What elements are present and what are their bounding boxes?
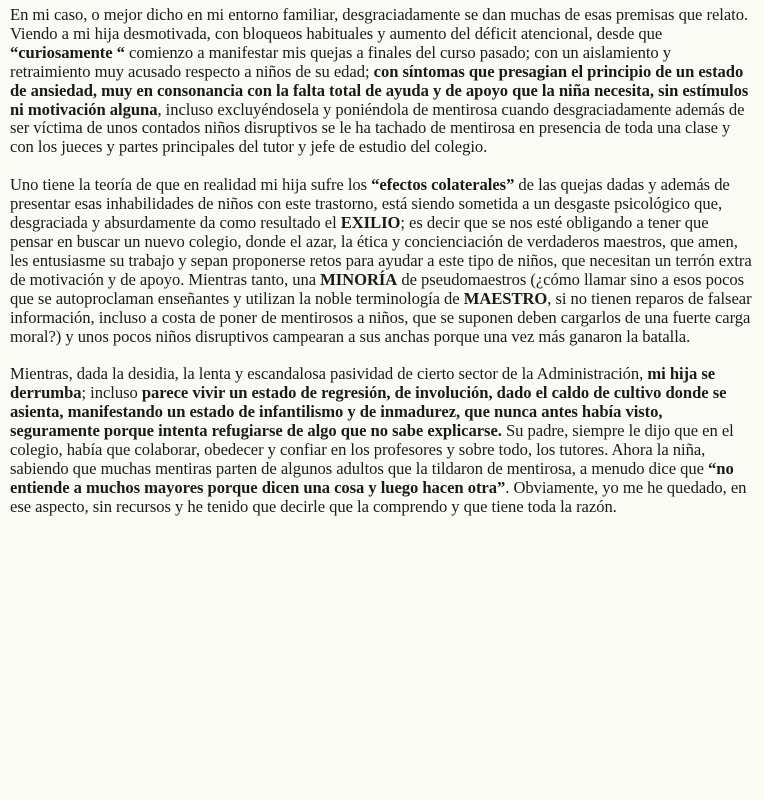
bold-text-run: mi hija se derrumba bbox=[10, 364, 716, 403]
text-run: , si no tienen reparos de falsear información, incluso a costa de poner de mentirosos a niños, que se suponen deben cargarlos de una fuerte carga moral?) y unos pocos niños disruptivos campearan a sus anchas porque una vez más ganaron la batalla. bbox=[10, 288, 752, 346]
text-run: Su padre, siempre le dijo que en el colegio, había que colaborar, obedecer y confiar en los profesores y sobre todo, los tutores. Ahora la niña, sabiendo que muchas mentiras parten de algunos adultos que la tildaron de mentirosa, a menudo dice que bbox=[10, 421, 734, 478]
text-run: de pseudomaestros (¿cómo llamar sino a esos pocos que se autoproclaman enseñantes y utilizan la noble terminología de bbox=[10, 269, 745, 308]
text-run: Uno tiene la teoría de que en realidad mi hija sufre los bbox=[10, 175, 372, 195]
text-run: Mientras, dada la desidia, la lenta y escandalosa pasividad de cierto sector de la Administración, bbox=[10, 364, 648, 384]
text-run: ; es decir que se nos esté obligando a tener que pensar en buscar un nuevo colegio, donde el azar, la ética y concienciación de verdaderos maestros, que amen, les entusiasme su trabajo y sepan proponerse retos para ayudar a este tipo de niños, que necesitan un terrón extra de motivación y de apoyo. Mientras tanto, una bbox=[10, 213, 752, 289]
text-run: comienzo a manifestar mis quejas a finales del curso pasado; con un aislamiento y retraimiento muy acusado respecto a niños de su edad; bbox=[10, 42, 672, 81]
bold-text-run: EXILIO bbox=[340, 213, 401, 233]
bold-text-run: con síntomas que presagian el principio de un estado de ansiedad, muy en consonancia con la falta total de ayuda y de apoyo que la niña necesita, sin estímulos ni motivación alguna bbox=[10, 61, 749, 119]
paragraph-3 bbox=[10, 365, 754, 516]
bold-text-run: “curiosamente “ bbox=[10, 42, 125, 62]
text-run: . Obviamente, yo me he quedado, en ese aspecto, sin recursos y he tenido que decirle que la comprendo y que tiene toda la razón. bbox=[10, 477, 747, 516]
text-run: ; incluso bbox=[81, 383, 142, 403]
text-run: , incluso excluyéndosela y poniéndola de mentirosa cuando desgraciadamente además de ser víctima de unos contados niños disruptivos se le ha tachado de mentirosa en presencia de toda una clase y con los jueces y partes principales del tutor y jefe de estudio del colegio. bbox=[10, 99, 745, 157]
text-run: de las quejas dadas y además de presentar esas inhabilidades de niños con este trastorno, está siendo sometida a un desgaste psicológico que, desgraciada y absurdamente da como resultado el bbox=[10, 175, 730, 233]
bold-text-run: “efectos colaterales” bbox=[371, 175, 515, 195]
paragraph-1 bbox=[10, 6, 754, 157]
paragraph-spacer bbox=[10, 346, 754, 365]
paragraph-2 bbox=[10, 176, 754, 346]
bold-text-run: “no entiende a muchos mayores porque dicen una cosa y luego hacen otra” bbox=[10, 458, 734, 497]
bold-text-run: MINORÍA bbox=[320, 269, 398, 289]
text-run: En mi caso, o mejor dicho en mi entorno familiar, desgraciadamente se dan muchas de esas premisas que relato. Viendo a mi hija desmotivada, con bloqueos habituales y aumento del déficit atencional, desde que bbox=[10, 5, 749, 43]
paragraph-spacer bbox=[10, 157, 754, 176]
bold-text-run: MAESTRO bbox=[463, 288, 548, 308]
bold-text-run: parece vivir un estado de regresión, de involución, dado el caldo de cultivo donde se asienta, manifestando un estado de infantilismo y de inmadurez, que nunca antes había visto, seguramente porque intenta refugiarse de algo que no sabe explicarse. bbox=[10, 383, 727, 441]
